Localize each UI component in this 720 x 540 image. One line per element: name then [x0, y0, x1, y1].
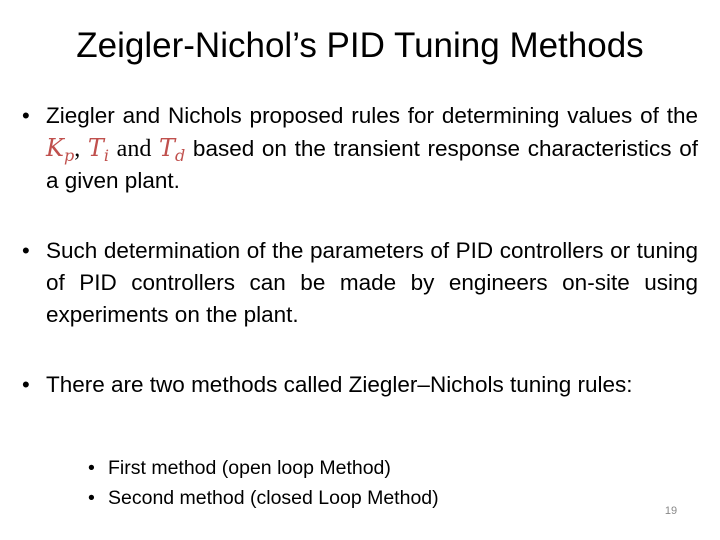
sub-bullet-first-method [88, 453, 648, 483]
bullet-icon: • [22, 103, 30, 128]
ti-symbol: $T_i$ [87, 134, 109, 165]
comma: , [74, 136, 81, 162]
sub-bullet-list [88, 453, 648, 513]
sub-bullet-text: First method (open loop Method) [108, 457, 391, 479]
bullet-text: Such determination of the parameters of PID controllers or tuning of PID controllers can be made by engineers on-site using experiments on the plant. [46, 238, 698, 327]
bullet-text-before: Ziegler and Nichols proposed rules for determining values of the [46, 103, 698, 128]
slide-title: Zeigler-Nichol’s PID Tuning Methods [76, 26, 644, 65]
kp-symbol: $K_p$ [46, 134, 75, 165]
bullet-item-ziegler-nichols-rules [22, 100, 702, 197]
and-word: and [116, 136, 152, 162]
bullet-item-two-methods [22, 369, 702, 401]
sub-bullet-text: Second method (closed Loop Method) [108, 487, 439, 509]
bullet-icon: • [88, 457, 95, 479]
bullet-item-parameter-determination [22, 235, 702, 331]
page-number: 19 [664, 505, 678, 517]
bullet-icon: • [88, 487, 95, 509]
bullet-text-after: based on the transient response characteristics of a given plant. [46, 136, 698, 193]
bullet-text [46, 100, 698, 197]
td-symbol: $T_d$ [159, 134, 186, 165]
bullet-text: There are two methods called Ziegler–Nichols tuning rules: [46, 372, 633, 397]
bullet-icon: • [22, 372, 30, 397]
bullet-icon: • [22, 238, 30, 263]
sub-bullet-second-method [88, 483, 648, 513]
